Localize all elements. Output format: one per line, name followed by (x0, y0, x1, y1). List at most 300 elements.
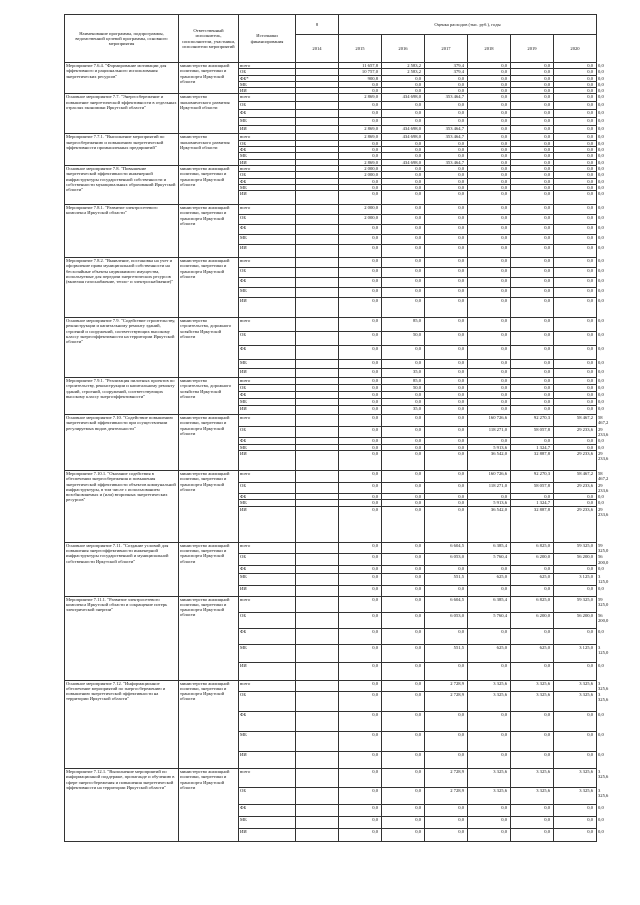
expense-value: 0,0 (382, 184, 425, 190)
table-row: ОБ 0,0 0,0 6 053,0 5 760,4 6 200,0 56 200,0 56 200,0 (65, 612, 597, 628)
program-name: Основное мероприятие 7.7. "Энергосбережение и повышение энергетической эффективности в отдельных отраслях экономики Иркутской области" (66, 94, 177, 111)
expense-value: 434 698,0 (382, 134, 425, 140)
expense-value: 0,0 (382, 118, 425, 126)
funding-source: всего (239, 258, 296, 268)
funding-source: ОБ (239, 385, 296, 392)
expense-value: 0,0 (425, 712, 468, 732)
expense-value: 353 464,7 (425, 94, 468, 102)
expense-value: 3 325,6 (554, 788, 597, 805)
expense-value: 0,0 (339, 184, 382, 190)
blank-cell (296, 712, 339, 732)
funding-source: ОБ (239, 268, 296, 278)
expense-value: 0,0 (425, 360, 468, 369)
executor-name: министерство жилищной политики, энергетики и транспорта Иркутской области (180, 258, 230, 280)
expense-value: 0,0 (425, 184, 468, 190)
expense-value: 0,0 (554, 235, 597, 245)
expense-value: 0,0 (468, 268, 511, 278)
expense-value: 118 271,0 (468, 482, 511, 494)
table-row: ИИ 0,0 0,0 0,0 0,0 0,0 0,0 0,0 (240, 88, 604, 94)
expense-value: 0,0 (511, 165, 554, 171)
executor-cell (179, 94, 239, 134)
table-row: Мероприятие 7.7.1. "Выполнение мероприятий по энергосбережению и повышению энергетической эффективности промышленных предприятий" министерство экономического развития Иркутской области всего 2 869,0 434 698,0 353 464,7 0,0 0,0 0,0 0,0 (65, 134, 597, 140)
expense-value: 0,0 (425, 444, 468, 450)
expense-value: 0,0 (339, 235, 382, 245)
header-year: 2020 (554, 35, 597, 63)
blank-cell (296, 378, 339, 385)
blank-cell (296, 788, 339, 805)
expense-value: 0,0 (339, 81, 382, 87)
blank-cell (296, 406, 339, 415)
expense-value: 0,0 (554, 662, 597, 680)
expense-value: 0,0 (425, 426, 468, 438)
blank-cell (296, 102, 339, 110)
expense-value: 0,0 (554, 172, 597, 178)
expense-value: 6 385,4 (468, 596, 511, 612)
expense-value: 6 053,0 (425, 554, 468, 566)
executor-cell (179, 415, 239, 471)
expense-value: 0,0 (425, 415, 468, 427)
blank-cell (296, 332, 339, 346)
funding-source: ИИ (239, 829, 296, 842)
program-name: Мероприятие 7.8.2. "Выявление, постановка на учет и оформление права муниципальной собственности на бесхозяйные объекты недвижимого имущества, используемые для передачи энергетических ресурсов (включая газоснабжение, тепло- и электроснабжение)" (66, 258, 174, 285)
table-row: ФБ* 900,8 0,0 0,0 0,0 0,0 0,0 0,0 (240, 75, 604, 81)
expense-value: 0,0 (425, 118, 468, 126)
expense-value: 6 200,0 (511, 554, 554, 566)
table-row: МБ 0,0 0,0 0,0 0,0 0,0 0,0 0,0 (65, 360, 597, 369)
expense-value: 29 233,6 (554, 506, 597, 542)
expense-value: 6 604,5 (425, 596, 468, 612)
blank-cell (296, 732, 339, 752)
expense-value: 0,0 (382, 565, 425, 573)
expense-value: 2 869,0 (339, 159, 382, 165)
expense-value: 0,0 (382, 500, 425, 506)
expense-value: 0,0 (382, 102, 425, 110)
expense-value: 0,0 (511, 75, 554, 81)
expense-value: 0,0 (382, 573, 425, 585)
expense-value: 0,0 (425, 817, 468, 829)
blank-cell (296, 506, 339, 542)
funding-source: всего (239, 542, 296, 554)
expense-value: 0,0 (382, 470, 425, 482)
expense-value: 0,0 (339, 712, 382, 732)
blank-cell (296, 392, 339, 399)
program-name: Основное мероприятие 7.9. "Содействие строительству, реконструкции и капитальному ремонту зданий, строений и сооружений, соответствующих высокому классу энергоэффективности на территории Иркутской области" (66, 318, 176, 345)
expense-value: 0,0 (382, 278, 425, 288)
expense-value: 3 325,6 (468, 788, 511, 805)
expense-value: 0,0 (339, 426, 382, 438)
table-row: МБ 0,0 0,0 0,0 0,0 0,0 0,0 0,0 (65, 817, 597, 829)
funding-source: всего (239, 63, 296, 69)
expense-value: 434 698,0 (382, 126, 425, 134)
expense-value: 0,0 (468, 81, 511, 87)
funding-source: всего (239, 769, 296, 788)
executor-name: министерство жилищной политики, энергетики и транспорта Иркутской области (180, 165, 230, 187)
expense-value: 0,0 (339, 399, 382, 406)
expense-value: 0,0 (554, 444, 597, 450)
expense-value: 2 869,0 (339, 126, 382, 134)
expense-value: 0,0 (468, 140, 511, 146)
expense-value: 3 125,0 (554, 644, 597, 662)
expense-value: 0,0 (554, 438, 597, 444)
funding-source: МБ (239, 184, 296, 190)
expense-value: 0,0 (554, 153, 597, 159)
table-row: ОБ 2 000,0 0,0 0,0 0,0 0,0 0,0 0,0 (240, 172, 604, 178)
expense-value: 58 057,8 (511, 482, 554, 494)
expense-value: 0,0 (339, 178, 382, 184)
expense-value: 0,0 (425, 88, 468, 94)
expense-value: 85,0 (382, 378, 425, 385)
expense-value: 0,0 (425, 378, 468, 385)
expense-value: 0,0 (554, 215, 597, 225)
table-row: Мероприятие 7.9.1. "Реализация пилотных проектов по строительству, реконструкции и капитальному ремонту зданий, строений, сооружений, соответствующих высокому классу энергоэффективности" министерство строительства, дорожного хозяйства Иркутской области всего 0,0 85,0 0,0 0,0 0,0 0,0 0,0 (65, 378, 597, 385)
expense-value: 625,0 (511, 644, 554, 662)
expense-value: 36 542,0 (468, 450, 511, 470)
expense-value: 0,0 (554, 134, 597, 140)
expense-value: 0,0 (468, 805, 511, 817)
table-row: ФБ 0,0 0,0 0,0 0,0 0,0 0,0 0,0 (65, 565, 597, 573)
expense-value: 0,0 (339, 102, 382, 110)
expense-value: 353 464,7 (425, 126, 468, 134)
expense-value: 0,0 (339, 680, 382, 692)
table-row: МБ 0,0 0,0 0,0 0,0 0,0 0,0 0,0 (65, 235, 597, 245)
funding-source: МБ (239, 118, 296, 126)
table-row: ИИ 0,0 0,0 0,0 36 542,0 32 887,8 29 233,6 29 233,6 (65, 506, 597, 542)
program-name-cell (65, 63, 179, 94)
blank-cell (296, 426, 339, 438)
funding-source: МБ (239, 444, 296, 450)
executor-cell (179, 470, 239, 542)
expense-value: 0,0 (511, 565, 554, 573)
funding-source: ИИ (239, 662, 296, 680)
blank-cell (296, 596, 339, 612)
expense-value: 0,0 (468, 406, 511, 415)
funding-source: ОБ (239, 788, 296, 805)
blank-cell (296, 268, 339, 278)
expense-value: 3 125,0 (554, 573, 597, 585)
table-row: ИИ 0,0 0,0 0,0 0,0 0,0 0,0 0,0 (65, 829, 597, 842)
expense-value: 625,0 (511, 573, 554, 585)
funding-source: всего (239, 596, 296, 612)
funding-source: ФБ (239, 565, 296, 573)
program-name-cell (65, 769, 179, 842)
table-row: Основное мероприятие 7.7. "Энергосбережение и повышение энергетической эффективности в отдельных отраслях экономики Иркутской области" министерство экономического развития Иркутской области всего 2 869,0 434 698,0 353 464,7 0,0 0,0 0,0 0,0 (65, 94, 597, 102)
expense-value: 0,0 (511, 235, 554, 245)
expense-value: 0,0 (468, 225, 511, 235)
expense-value: 0,0 (425, 225, 468, 235)
funding-source: ОБ (239, 612, 296, 628)
expense-value: 0,0 (554, 732, 597, 752)
expense-value: 0,0 (382, 392, 425, 399)
expense-value: 0,0 (511, 172, 554, 178)
blank-cell (296, 225, 339, 235)
funding-source: ФБ (239, 147, 296, 153)
expense-value: 0,0 (511, 298, 554, 318)
expense-value: 0,0 (511, 732, 554, 752)
table-row: ОБ 2 000,0 0,0 0,0 0,0 0,0 0,0 0,0 (65, 215, 597, 225)
expense-value: 92 270,3 (511, 470, 554, 482)
blank-cell (296, 554, 339, 566)
funding-source: всего (239, 415, 296, 427)
blank-cell (296, 235, 339, 245)
funding-source: МБ (239, 732, 296, 752)
expense-value: 0,0 (468, 147, 511, 153)
expense-value: 900,8 (339, 75, 382, 81)
table-row: ФБ 0,0 0,0 0,0 0,0 0,0 0,0 0,0 (65, 346, 597, 360)
expense-value: 0,0 (468, 165, 511, 171)
table-row: Основное мероприятие 7.8. "Повышение энергетической эффективности инженерной инфраструктуры государственной собственности и собственности муниципальных образований Иркутской области" министерство жилищной политики, энергетики и транспорта Иркутской области всего 2 000,0 0,0 0,0 0,0 0,0 0,0 0,0 (65, 165, 597, 171)
expense-value: 0,0 (339, 482, 382, 494)
funding-source: ОБ (239, 172, 296, 178)
expense-value: 0,0 (339, 225, 382, 235)
expense-value: 0,0 (382, 596, 425, 612)
expense-value: 0,0 (339, 191, 382, 205)
expense-value: 0,0 (425, 406, 468, 415)
header-executor-column: Ответственный исполнитель, соисполнители, участники, исполнители мероприятий (179, 15, 239, 63)
expense-value: 0,0 (468, 215, 511, 225)
expense-value: 0,0 (554, 406, 597, 415)
expense-value: 0,0 (339, 385, 382, 392)
expense-value: 0,0 (382, 140, 425, 146)
expense-value: 0,0 (511, 346, 554, 360)
expense-value: 0,0 (511, 81, 554, 87)
expense-value: 0,0 (339, 585, 382, 596)
table-row: ОБ 0,0 50,0 0,0 0,0 0,0 0,0 0,0 (65, 332, 597, 346)
expense-value: 10 757,0 (339, 69, 382, 75)
funding-source: ФБ (239, 712, 296, 732)
expense-value: 0,0 (339, 332, 382, 346)
program-name-cell (65, 596, 179, 680)
expense-value: 0,0 (468, 126, 511, 134)
header-year: 2017 (425, 35, 468, 63)
expense-value: 0,0 (382, 153, 425, 159)
funding-source: МБ (239, 288, 296, 298)
expense-value: 353 464,7 (425, 134, 468, 140)
table-row: МБ 0,0 0,0 0,0 0,0 0,0 0,0 0,0 (240, 153, 604, 159)
table-row: ИИ 0,0 0,0 0,0 0,0 0,0 0,0 0,0 (65, 298, 597, 318)
blank-cell (296, 191, 339, 205)
expense-value: 0,0 (425, 585, 468, 596)
program-name-cell (65, 378, 179, 415)
expense-value: 0,0 (554, 278, 597, 288)
expense-value: 0,0 (511, 752, 554, 769)
table-row: ФБ 0,0 0,0 0,0 0,0 0,0 0,0 0,0 (65, 712, 597, 732)
blank-cell (296, 565, 339, 573)
table-row: Мероприятие 7.6.4. "Формирование мотивации для эффективного и рационального использования энергетических ресурсов" министерство жилищной политики, энергетики и транспорта Иркутской области всего 11 657,8 2 583,2 379,4 0,0 0,0 0,0 0,0 (65, 63, 597, 69)
table-row: Основное мероприятие 7.9. "Содействие строительству, реконструкции и капитальному ремонту зданий, строений и сооружений, соответствующих высокому классу энергоэффективности на территории Иркутской области" министерство строительства, дорожного хозяйства Иркутской области всего 0,0 85,0 0,0 0,0 0,0 0,0 0,0 (65, 318, 597, 332)
funding-source: ОБ (239, 426, 296, 438)
expense-value: 0,0 (382, 426, 425, 438)
funding-source: ОБ (239, 215, 296, 225)
expense-value: 0,0 (468, 585, 511, 596)
table-row: ИИ 0,0 0,0 0,0 0,0 0,0 0,0 0,0 (65, 245, 597, 258)
blank-cell (296, 470, 339, 482)
expense-value: 0,0 (554, 288, 597, 298)
expense-value: 5 913,6 (468, 500, 511, 506)
blank-cell (296, 628, 339, 644)
expense-value: 0,0 (339, 692, 382, 712)
table-row: ФБ 0,0 0,0 0,0 0,0 0,0 0,0 0,0 (65, 805, 597, 817)
expense-value: 0,0 (554, 165, 597, 171)
expense-value: 0,0 (554, 178, 597, 184)
funding-source: всего (239, 205, 296, 215)
executor-name: министерство жилищной политики, энергетики и транспорта Иркутской области (180, 205, 230, 227)
table-row: ФБ 0,0 0,0 0,0 0,0 0,0 0,0 0,0 (65, 110, 597, 118)
expense-value: 0,0 (425, 278, 468, 288)
funding-source: ИИ (239, 585, 296, 596)
expense-value: 0,0 (468, 159, 511, 165)
header-year: 2014 (296, 35, 339, 63)
expense-value: 0,0 (339, 110, 382, 118)
expense-value: 0,0 (339, 378, 382, 385)
expense-value: 0,0 (425, 147, 468, 153)
table-row: ОБ 0,0 0,0 2 728,9 3 325,6 3 325,6 3 325,6 3 325,6 (65, 692, 597, 712)
expense-value: 0,0 (468, 662, 511, 680)
expense-value: 0,0 (339, 542, 382, 554)
expense-value: 0,0 (339, 732, 382, 752)
funding-source: МБ (239, 573, 296, 585)
expense-value: 0,0 (554, 565, 597, 573)
expense-value: 6 825,0 (511, 542, 554, 554)
blank-cell (296, 752, 339, 769)
executor-cell (179, 205, 239, 258)
expense-value: 0,0 (382, 829, 425, 842)
executor-cell (179, 596, 239, 680)
expense-value: 59 325,0 (554, 596, 597, 612)
blank-cell (296, 215, 339, 225)
blank-cell (296, 126, 339, 134)
expense-value: 0,0 (425, 450, 468, 470)
expense-value: 0,0 (382, 805, 425, 817)
expense-value: 0,0 (382, 147, 425, 153)
program-name-cell (65, 415, 179, 471)
expense-value: 0,0 (468, 172, 511, 178)
blank-cell (296, 680, 339, 692)
funding-source: МБ (239, 817, 296, 829)
expense-value: 0,0 (382, 450, 425, 470)
table-row: ИИ 0,0 0,0 0,0 0,0 0,0 0,0 0,0 (65, 585, 597, 596)
expense-value: 0,0 (382, 165, 425, 171)
program-name: Мероприятие 7.8.1. "Развитие электросетевого комплекса Иркутской области" (66, 205, 158, 216)
expense-value: 0,0 (554, 752, 597, 769)
expense-value: 0,0 (468, 102, 511, 110)
expense-value: 0,0 (554, 191, 597, 205)
expense-value: 0,0 (339, 406, 382, 415)
expense-value: 0,0 (382, 788, 425, 805)
expense-value: 0,0 (554, 817, 597, 829)
expense-value: 0,0 (382, 110, 425, 118)
expense-value: 0,0 (425, 752, 468, 769)
program-name-cell (65, 680, 179, 769)
expense-value: 0,0 (468, 298, 511, 318)
blank-cell (296, 346, 339, 360)
expense-value: 0,0 (554, 94, 597, 102)
header-year: 2019 (511, 35, 554, 63)
expense-value: 0,0 (339, 298, 382, 318)
expense-value: 0,0 (425, 165, 468, 171)
table-row: Мероприятие 7.8.1. "Развитие электросетевого комплекса Иркутской области" министерство жилищной политики, энергетики и транспорта Иркутской области всего 2 000,0 0,0 0,0 0,0 0,0 0,0 0,0 (65, 205, 597, 215)
expense-value: 0,0 (425, 628, 468, 644)
expense-value: 0,0 (468, 258, 511, 268)
expense-value: 0,0 (511, 102, 554, 110)
expense-value: 3 325,6 (554, 680, 597, 692)
executor-name: министерство жилищной политики, энергетики и транспорта Иркутской области (180, 470, 230, 492)
expense-value: 0,0 (468, 385, 511, 392)
expense-value: 0,0 (382, 542, 425, 554)
expense-value: 0,0 (468, 191, 511, 205)
executor-cell (179, 680, 239, 769)
expense-value: 0,0 (339, 565, 382, 573)
expense-value: 0,0 (468, 153, 511, 159)
expense-value: 0,0 (468, 817, 511, 829)
expense-value: 0,0 (511, 378, 554, 385)
program-name-cell (65, 318, 179, 378)
expense-value: 0,0 (511, 140, 554, 146)
expense-value: 3 325,6 (554, 769, 597, 788)
expense-value: 0,0 (511, 258, 554, 268)
expense-value: 0,0 (468, 63, 511, 69)
funding-source: ИИ (239, 88, 296, 94)
expense-value: 0,0 (382, 215, 425, 225)
expense-value: 0,0 (339, 470, 382, 482)
funding-source: ОБ (239, 69, 296, 75)
expense-value: 0,0 (339, 140, 382, 146)
funding-source: ФБ (239, 392, 296, 399)
expense-value: 0,0 (554, 102, 597, 110)
expense-value: 2 000,0 (339, 215, 382, 225)
expense-value: 0,0 (511, 134, 554, 140)
expense-value: 0,0 (425, 399, 468, 406)
table-row: ОБ 0,0 0,0 2 728,9 3 325,6 3 325,6 3 325,6 3 325,6 (65, 788, 597, 805)
expense-value: 0,0 (425, 235, 468, 245)
expense-value: 0,0 (382, 288, 425, 298)
expense-value: 32 887,8 (511, 450, 554, 470)
blank-cell (296, 805, 339, 817)
program-name-cell (65, 134, 179, 165)
expense-value: 0,0 (554, 118, 597, 126)
program-name-cell (65, 94, 179, 134)
executor-cell (179, 63, 239, 94)
expense-value: 3 325,6 (511, 680, 554, 692)
expense-value: 0,0 (554, 258, 597, 268)
expense-value: 0,0 (425, 205, 468, 215)
expense-value: 0,0 (425, 662, 468, 680)
expense-value: 0,0 (382, 506, 425, 542)
blank-cell (296, 385, 339, 392)
funding-source: ФБ (239, 494, 296, 500)
executor-cell (179, 378, 239, 415)
executor-cell (179, 769, 239, 842)
table-row: ФБ 0,0 0,0 0,0 0,0 0,0 0,0 0,0 (240, 494, 604, 500)
expense-value: 434 698,0 (382, 94, 425, 102)
expense-value: 0,0 (554, 268, 597, 278)
expense-value: 0,0 (554, 69, 597, 75)
executor-name: министерство жилищной политики, энергетики и транспорта Иркутской области (180, 63, 230, 84)
executor-name: министерство строительства, дорожного хозяйства Иркутской области (180, 378, 232, 400)
expense-value: 434 698,0 (382, 159, 425, 165)
expense-value: 0,0 (554, 500, 597, 506)
expense-value: 0,0 (554, 712, 597, 732)
expense-value: 0,0 (468, 235, 511, 245)
expense-value: 3 325,6 (511, 692, 554, 712)
funding-source: ИИ (239, 159, 296, 165)
table-row: ИИ 2 869,0 434 698,0 353 464,7 0,0 0,0 0,0 0,0 (65, 126, 597, 134)
executor-name: министерство экономического развития Иркутской области (180, 134, 230, 151)
expense-value: 0,0 (511, 585, 554, 596)
expense-value: 160 726,6 (468, 470, 511, 482)
program-name-cell (65, 470, 179, 542)
expense-value: 0,0 (382, 752, 425, 769)
expense-value: 35,0 (382, 406, 425, 415)
